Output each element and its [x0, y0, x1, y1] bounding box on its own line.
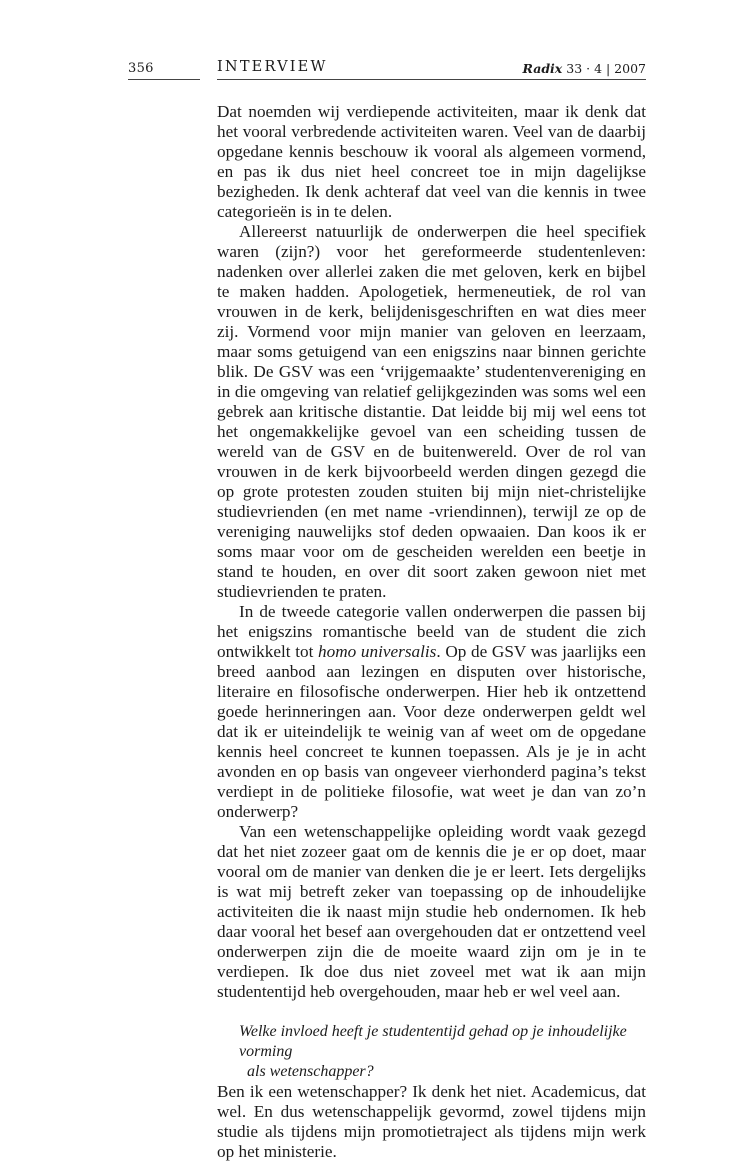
article-body	[217, 102, 646, 1162]
journal-issue: 33 · 4 | 2007	[566, 61, 646, 76]
paragraph-4: Van een wetenschappelijke opleiding wordt vaak gezegd dat het niet zozeer gaat om de kennis die je er op doet, maar vooral om de manier van denken die je er leert. Iets dergelijks is wat mij betreft zeker van toepassing op de inhoudelijke activiteiten die ik naast mijn studie heb ondernomen. Ik heb daar vooral het besef aan overgehouden dat er ontzettend veel onderwerpen zijn die de moeite waard zijn om je in te verdiepen. Ik doe dus niet zoveel met wat ik aan mijn studententijd heb overgehouden, maar heb er wel veel aan.	[217, 822, 646, 1001]
interview-answer: Ben ik een wetenschapper? Ik denk het niet. Academicus, dat wel. En dus wetenschappelijk gevormd, zowel tijdens mijn studie als tijdens mijn promotietraject als tijdens mijn werk op het ministerie.	[217, 1082, 646, 1161]
header-rule	[217, 79, 646, 80]
paragraph-3	[217, 602, 646, 822]
paragraph-3-end: . Op de GSV was jaarlijks een breed aanbod aan lezingen en disputen over historische, literaire en filosofische onderwerpen. Hier heb ik ontzettend goede herinneringen aan. Voor deze onderwerpen geldt wel dat ik er uiteindelijk te weinig van af weet om de opgedane kennis heel concreet te kunnen toepassen. Als je je in acht avonden en op basis van ongeveer vierhonderd pagina’s tekst verdiept in de politieke filosofie, wat weet je dan van zo’n onderwerp?	[217, 642, 646, 821]
journal-reference	[523, 61, 646, 76]
page-number-rule	[128, 79, 200, 80]
paragraph-1: Dat noemden wij verdiepende activiteiten, maar ik denk dat het vooral verbredende activiteiten waren. Veel van de daarbij opgedane kennis beschouw ik vooral als algemeen vormend, en pas ik dus niet heel concreet toe in mijn dagelijkse bezigheden. Ik denk achteraf dat veel van die kennis in twee categorieën is in te delen.	[217, 102, 646, 221]
paragraph-3-start: In de tweede categorie vallen onderwerpen die passen bij het enigszins romantische beeld van de student die zich ontwikkelt tot	[217, 602, 646, 661]
paragraph-2: Allereerst natuurlijk de onderwerpen die heel specifiek waren (zijn?) voor het gereformeerde studentenleven: nadenken over allerlei zaken die met geloven, kerk en bijbel te maken hadden. Apologetiek, hermeneutiek, de rol van vrouwen in de kerk, belijdenisgeschriften en wat dies meer zij. Vormend voor mijn manier van geloven en leerzaam, maar soms getuigend van een enigszins naar binnen gerichte blik. De GSV was een ‘vrijgemaakte’ studentenvereniging en in die omgeving van relatief gelijkgezinden was soms wel een gebrek aan kritische distantie. Dat leidde bij mij wel eens tot het ongemakkelijke gevoel van een scheiding tussen de wereld van de GSV en de buitenwereld. Over de rol van vrouwen in de kerk bijvoorbeeld werden dingen gezegd die op grote protesten zouden stuiten bij mijn niet-christelijke studievrienden (en met name -vriendinnen), terwijl ze op de vereniging nauwelijks stof deden opwaaien. Dan koos ik er soms maar voor om de gescheiden werelden een beetje in stand te houden, en over dit soort zaken gewoon niet met studievrienden te praten.	[217, 222, 646, 601]
emphasis-homo-universalis: homo universalis	[318, 642, 437, 661]
question-line-1: Welke invloed heeft je studententijd gehad op je inhoudelijke vorming	[239, 1023, 627, 1060]
question-line-2: als wetenschapper?	[247, 1063, 374, 1080]
page-number: 356	[128, 61, 154, 76]
interview-question	[217, 1022, 646, 1082]
journal-name: Radix	[522, 61, 563, 76]
section-label: INTERVIEW	[217, 59, 328, 75]
